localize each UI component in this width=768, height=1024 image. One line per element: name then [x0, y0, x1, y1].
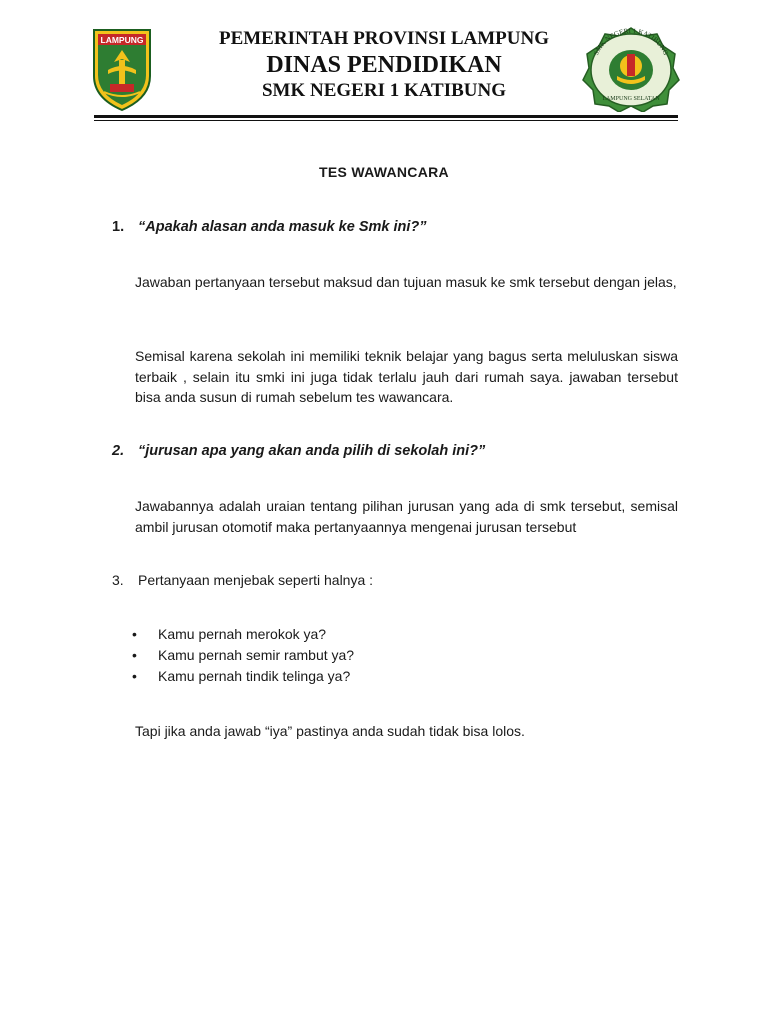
question-1-text: “Apakah alasan anda masuk ke Smk ini?”: [138, 219, 427, 235]
question-3-number: 3.: [112, 572, 124, 588]
question-2: [112, 443, 485, 459]
list-item: • Kamu pernah semir rambut ya?: [132, 647, 355, 663]
letterhead-government: PEMERINTAH PROVINSI LAMPUNG: [218, 28, 550, 49]
lampung-coat-of-arms-logo: [90, 26, 154, 112]
question-1-number: 1.: [112, 219, 125, 235]
question-3-closing: Tapi jika anda jawab “iya” pastinya anda sudah tidak bisa lolos.: [135, 723, 525, 739]
question-3-text: Pertanyaan menjebak seperti halnya :: [138, 572, 374, 588]
logo-left-label: LAMPUNG: [100, 35, 144, 45]
question-2-text: “jurusan apa yang akan anda pilih di sekolah ini?”: [138, 443, 486, 459]
letterhead: [160, 28, 608, 102]
question-1-answer-1: Jawaban pertanyaan tersebut maksud dan tujuan masuk ke smk tersebut dengan jelas,: [135, 274, 677, 290]
question-3-bullet-list: [132, 624, 354, 687]
letterhead-school: SMK NEGERI 1 KATIBUNG: [261, 80, 507, 101]
document-title: TES WAWANCARA: [319, 164, 449, 180]
question-3: [112, 572, 373, 588]
list-item: • Kamu pernah tindik telinga ya?: [132, 668, 351, 684]
list-item: • Kamu pernah merokok ya?: [132, 626, 327, 642]
letterhead-rule-thick: [94, 115, 678, 118]
question-2-number: 2.: [112, 443, 125, 459]
question-1-answer-2: Semisal karena sekolah ini memiliki teknik belajar yang bagus serta meluluskan siswa terbaik , selain itu smki ini juga tidak terlalu jauh dari rumah saya. jawaban tersebut bisa anda susun di rumah sebelum tes wawancara.: [135, 348, 678, 405]
school-seal-logo: [579, 26, 683, 112]
seal-bottom-text: LAMPUNG SELATAN: [602, 96, 660, 102]
question-2-answer-1: Jawabannya adalah uraian tentang pilihan jurusan yang ada di smk tersebut, semisal ambil jurusan otomotif maka pertanyaannya mengenai jurusan tersebut: [135, 498, 678, 535]
letterhead-rule-thin: [94, 120, 678, 121]
seal-top-text: SMK NEGERI 1 KATIBUNG: [592, 26, 670, 57]
letterhead-department: DINAS PENDIDIKAN: [266, 52, 502, 78]
question-1: [112, 219, 427, 235]
